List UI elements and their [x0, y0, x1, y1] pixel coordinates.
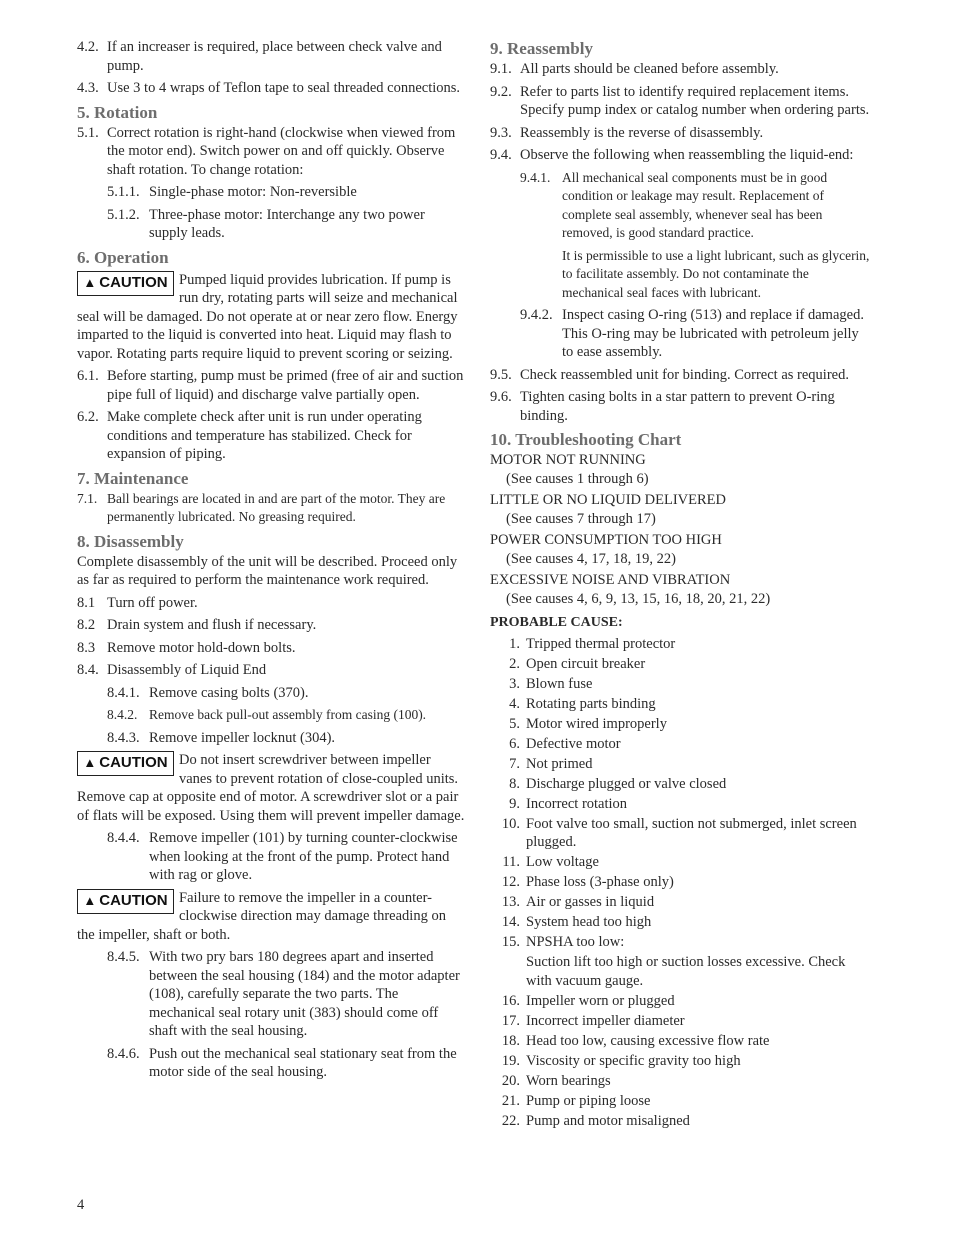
cause-row: 4. Rotating parts binding	[509, 695, 656, 712]
lubricant-note: It is permissible to use a light lubricant, such as glycerin, to facilitate assembly. Do not contaminate the mechanical seal faces with lubricant.	[562, 247, 870, 300]
symptom-title: LITTLE OR NO LIQUID DELIVERED	[490, 492, 726, 508]
list-item: 8.4. Disassembly of Liquid End	[77, 662, 267, 678]
list-item: 9.5. Check reassembled unit for binding. Correct as required.	[490, 366, 849, 383]
cause-row: 7. Not primed	[509, 755, 593, 772]
cause-row: 16. Impeller worn or plugged	[501, 992, 675, 1009]
sub-list-item: 8.4.6. Push out the mechanical seal stationary seat from the motor side of the seal housing.	[107, 1045, 457, 1080]
item-8-4-4: 8.4.4. Remove impeller (101) by turning counter-clockwise when looking at the front of the pump. Protect hand with rag or glove.	[107, 830, 458, 883]
section-heading-disassembly: 8. Disassembly	[77, 531, 184, 551]
section-heading-operation: 6. Operation	[77, 247, 169, 267]
cause-row: 13. Air or gasses in liquid	[501, 894, 655, 910]
warning-icon: ▲	[83, 892, 97, 908]
section-heading-reassembly: 9. Reassembly	[490, 39, 593, 58]
symptom	[490, 451, 870, 488]
cause-row: 3. Blown fuse	[509, 675, 593, 692]
item-5-1: 5.1. Correct rotation is right-hand (clockwise when viewed from the motor end). Switch power on and off quickly. Observe shaft rotation. To change rotation:	[77, 124, 456, 178]
cause-row: 6. Defective motor	[509, 735, 621, 752]
symptom-title: EXCESSIVE NOISE AND VIBRATION	[490, 572, 731, 588]
disassembly-intro: Complete disassembly of the unit will be described. Proceed only as far as required to perform the maintenance work required.	[77, 553, 458, 588]
symptom-causes: (See causes 4, 6, 9, 13, 15, 16, 18, 20, 21, 22)	[506, 590, 771, 607]
cause-row: 14. System head too high	[501, 914, 652, 930]
section-heading-troubleshooting: 10. Troubleshooting Chart	[490, 430, 682, 449]
symptom	[490, 571, 870, 608]
symptom	[490, 531, 870, 568]
sub-list-item: 8.4.2. Remove back pull-out assembly from casing (100).	[107, 707, 427, 722]
sub-list-item: 8.4.1. Remove casing bolts (370).	[107, 684, 309, 701]
warning-icon: ▲	[83, 274, 97, 290]
list-item: 6.1. Before starting, pump must be primed (free of air and suction pipe full of liquid) and discharge valve partially open.	[77, 368, 464, 403]
caution-block-operation	[77, 271, 465, 364]
list-item: 4.2. If an increaser is required, place between check valve and pump.	[77, 39, 442, 74]
cause-row: 9. Incorrect rotation	[509, 795, 628, 812]
caution-label: ▲ CAUTION	[77, 889, 174, 914]
cause-row: Suction lift too high or suction losses excessive. Check with vacuum gauge.	[526, 954, 846, 989]
cause-row: 20. Worn bearings	[501, 1072, 611, 1089]
sub-list-item: 8.4.5. With two pry bars 180 degrees apart and inserted between the seal housing (184) and the motor adapter (108), carefully separate the two parts. The mechanical seal rotary unit (383) should come off shaft with the seal housing.	[107, 949, 460, 1039]
list-item: 9.1. All parts should be cleaned before assembly.	[490, 61, 779, 77]
item-9-4-2: 9.4.2. Inspect casing O-ring (513) and replace if damaged. This O-ring may be lubricated with petroleum jelly to ease assembly.	[520, 307, 864, 360]
caution-label: ▲ CAUTION	[77, 271, 174, 296]
sub-list-item: 8.4.3. Remove impeller locknut (304).	[107, 729, 336, 746]
cause-row: 22. Pump and motor misaligned	[501, 1112, 690, 1129]
cause-row: 2. Open circuit breaker	[509, 655, 646, 672]
list-item: 8.2 Drain system and flush if necessary.	[77, 617, 317, 633]
cause-row: 1. Tripped thermal protector	[509, 635, 676, 652]
left-column	[77, 38, 465, 1086]
cause-row: 12. Phase loss (3-phase only)	[501, 874, 674, 890]
right-column	[490, 38, 870, 1132]
sub-list-item: 5.1.1. Single-phase motor: Non-reversible	[107, 184, 357, 200]
list-item: 8.1 Turn off power.	[77, 594, 198, 611]
section-heading-maintenance: 7. Maintenance	[77, 468, 189, 488]
list-item: 4.3. Use 3 to 4 wraps of Teflon tape to seal threaded connections.	[77, 80, 461, 96]
symptom	[490, 491, 870, 528]
list-item: 6.2. Make complete check after unit is run under operating conditions and temperature has stabilized. Check for expansion of piping.	[77, 409, 422, 462]
sub-list-item: 5.1.2. Three-phase motor: Interchange any two power supply leads.	[107, 206, 425, 241]
list-item: 9.4. Observe the following when reassembling the liquid-end:	[490, 147, 854, 163]
caution-block-screwdriver	[77, 751, 465, 825]
cause-row: 17. Incorrect impeller diameter	[501, 1012, 685, 1029]
list-item: 9.2. Refer to parts list to identify required replacement items. Specify pump index or catalog number when ordering parts.	[490, 83, 870, 118]
symptom-causes: (See causes 4, 17, 18, 19, 22)	[506, 550, 676, 567]
list-item: 9.6. Tighten casing bolts in a star pattern to prevent O-ring binding.	[490, 389, 835, 424]
item-7-1: 7.1. Ball bearings are located in and are part of the motor. They are permanently lubricated. No greasing required.	[77, 490, 446, 524]
cause-row: 10. Foot valve too small, suction not submerged, inlet screen plugged.	[501, 815, 857, 850]
cause-row: 18. Head too low, causing excessive flow rate	[501, 1032, 770, 1049]
cause-row: 15. NPSHA too low:	[501, 934, 625, 950]
list-item: 8.3 Remove motor hold-down bolts.	[77, 639, 296, 656]
caution-label: ▲ CAUTION	[77, 751, 174, 776]
cause-row: 19. Viscosity or specific gravity too high	[501, 1052, 741, 1069]
cause-row: 5. Motor wired improperly	[509, 715, 667, 732]
symptom-title: MOTOR NOT RUNNING	[490, 452, 646, 468]
cause-row: 21. Pump or piping loose	[501, 1092, 651, 1109]
list-item: 9.3. Reassembly is the reverse of disassembly.	[490, 124, 764, 141]
cause-row: 8. Discharge plugged or valve closed	[509, 775, 727, 792]
symptom-causes: (See causes 7 through 17)	[506, 510, 656, 527]
probable-cause-heading: PROBABLE CAUSE:	[490, 615, 623, 630]
page-number: 4	[77, 1197, 85, 1213]
symptom-causes: (See causes 1 through 6)	[506, 470, 649, 487]
caution-block-impeller	[77, 889, 465, 945]
cause-row: 11. Low voltage	[502, 854, 599, 870]
section-heading-rotation: 5. Rotation	[77, 102, 158, 122]
caution-text: Failure to remove the impeller in a counter-clockwise direction may damage threading on the impeller, shaft or both.	[77, 889, 446, 943]
warning-icon: ▲	[83, 755, 97, 771]
symptom-title: POWER CONSUMPTION TOO HIGH	[490, 532, 722, 548]
caution-text: Pumped liquid provides lubrication. If pump is run dry, rotating parts will seize and mechanical seal will be damaged. Do not operate at or near zero flow. Energy imparted to the liquid is converted into heat. Liquid may flash to vapor. Rotating parts require liquid to prevent scoring or seizing.	[77, 271, 458, 362]
caution-text: Do not insert screwdriver between impeller vanes to prevent rotation of close-coupled units. Remove cap at opposite end of motor. A screwdriver slot or a pair of flats will be exposed. Using them will prevent impeller damage.	[77, 752, 465, 824]
item-9-4-1: 9.4.1. All mechanical seal components must be in good condition or leakage may result. Replacement of complete seal assembly, whenever seal has been removed, is good standard practice.	[520, 169, 828, 240]
